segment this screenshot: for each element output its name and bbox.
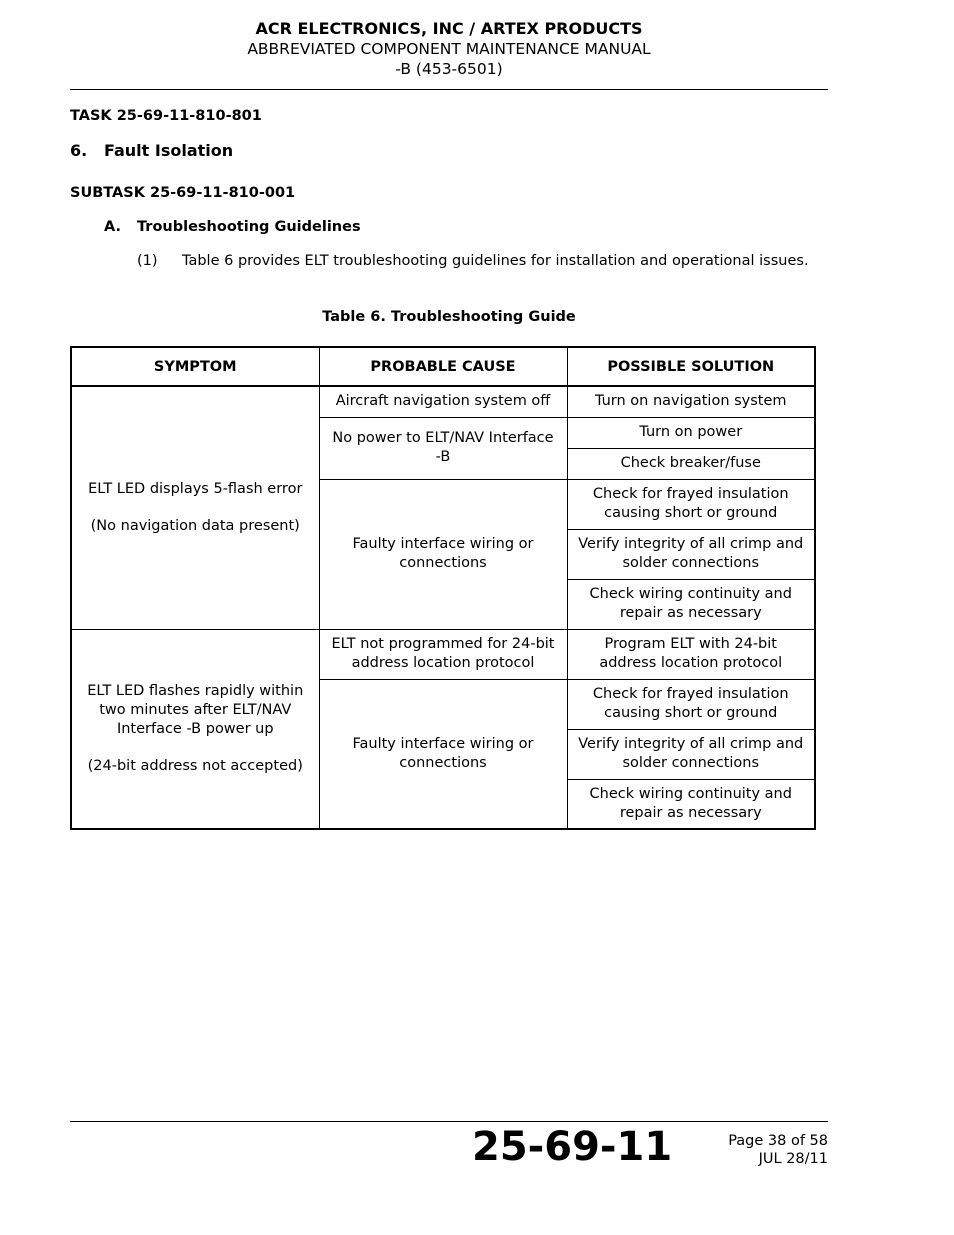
table-title: Table 6. Troubleshooting Guide (322, 309, 576, 325)
solution-cell: Verify integrity of all crimp and solder connections (567, 729, 815, 779)
cause-cell: Aircraft navigation system off (319, 386, 567, 417)
section-title: Fault Isolation (104, 141, 234, 160)
paragraph (137, 253, 809, 269)
symptom-cell (71, 386, 319, 629)
table-row (71, 629, 815, 679)
column-header: POSSIBLE SOLUTION (567, 347, 815, 386)
symptom-cell (71, 629, 319, 829)
task-id: TASK 25-69-11-810-801 (70, 108, 262, 124)
solution-cell: Check wiring continuity and repair as necessary (567, 779, 815, 829)
cause-cell: Faulty interface wiring or connections (319, 479, 567, 629)
header-divider (70, 89, 828, 90)
paragraph-number: (1) (137, 253, 158, 269)
column-header: SYMPTOM (71, 347, 319, 386)
solution-cell: Turn on power (567, 417, 815, 448)
symptom-note: (No navigation data present) (90, 517, 300, 534)
symptom-text: ELT LED displays 5-flash error (88, 480, 303, 497)
section-number: 6. (70, 141, 88, 160)
solution-cell: Check for frayed insulation causing short or ground (567, 679, 815, 729)
cause-cell: Faulty interface wiring or connections (319, 679, 567, 829)
subsection-number: A. (104, 219, 121, 235)
page-info (728, 1132, 828, 1168)
solution-cell: Verify integrity of all crimp and solder connections (567, 529, 815, 579)
page-header (70, 19, 828, 79)
part-number: -B (453-6501) (395, 60, 503, 78)
troubleshooting-table (70, 346, 816, 830)
paragraph-text: Table 6 provides ELT troubleshooting guidelines for installation and operational issues. (182, 253, 809, 269)
document-number: 25-69-11 (472, 1124, 673, 1170)
subsection-title: Troubleshooting Guidelines (137, 219, 361, 235)
section-heading (70, 141, 233, 160)
solution-cell: Program ELT with 24-bit address location protocol (567, 629, 815, 679)
table-header-row (71, 347, 815, 386)
column-header: PROBABLE CAUSE (319, 347, 567, 386)
footer-divider (70, 1121, 828, 1122)
revision-date: JUL 28/11 (758, 1151, 828, 1167)
subtask-id: SUBTASK 25-69-11-810-001 (70, 185, 296, 201)
cause-cell: No power to ELT/NAV Interface -B (319, 417, 567, 479)
page-number: Page 38 of 58 (728, 1133, 828, 1149)
solution-cell: Check wiring continuity and repair as necessary (567, 579, 815, 629)
solution-cell: Check for frayed insulation causing short or ground (567, 479, 815, 529)
symptom-text: ELT LED flashes rapidly within two minutes after ELT/NAV Interface -B power up (87, 682, 304, 737)
cause-cell: ELT not programmed for 24-bit address location protocol (319, 629, 567, 679)
manual-title: ABBREVIATED COMPONENT MAINTENANCE MANUAL (247, 40, 651, 58)
table-row (71, 386, 815, 417)
company-name: ACR ELECTRONICS, INC / ARTEX PRODUCTS (255, 19, 643, 38)
solution-cell: Check breaker/fuse (567, 448, 815, 479)
subsection-heading (104, 219, 361, 235)
symptom-note: (24-bit address not accepted) (87, 757, 303, 774)
solution-cell: Turn on navigation system (567, 386, 815, 417)
